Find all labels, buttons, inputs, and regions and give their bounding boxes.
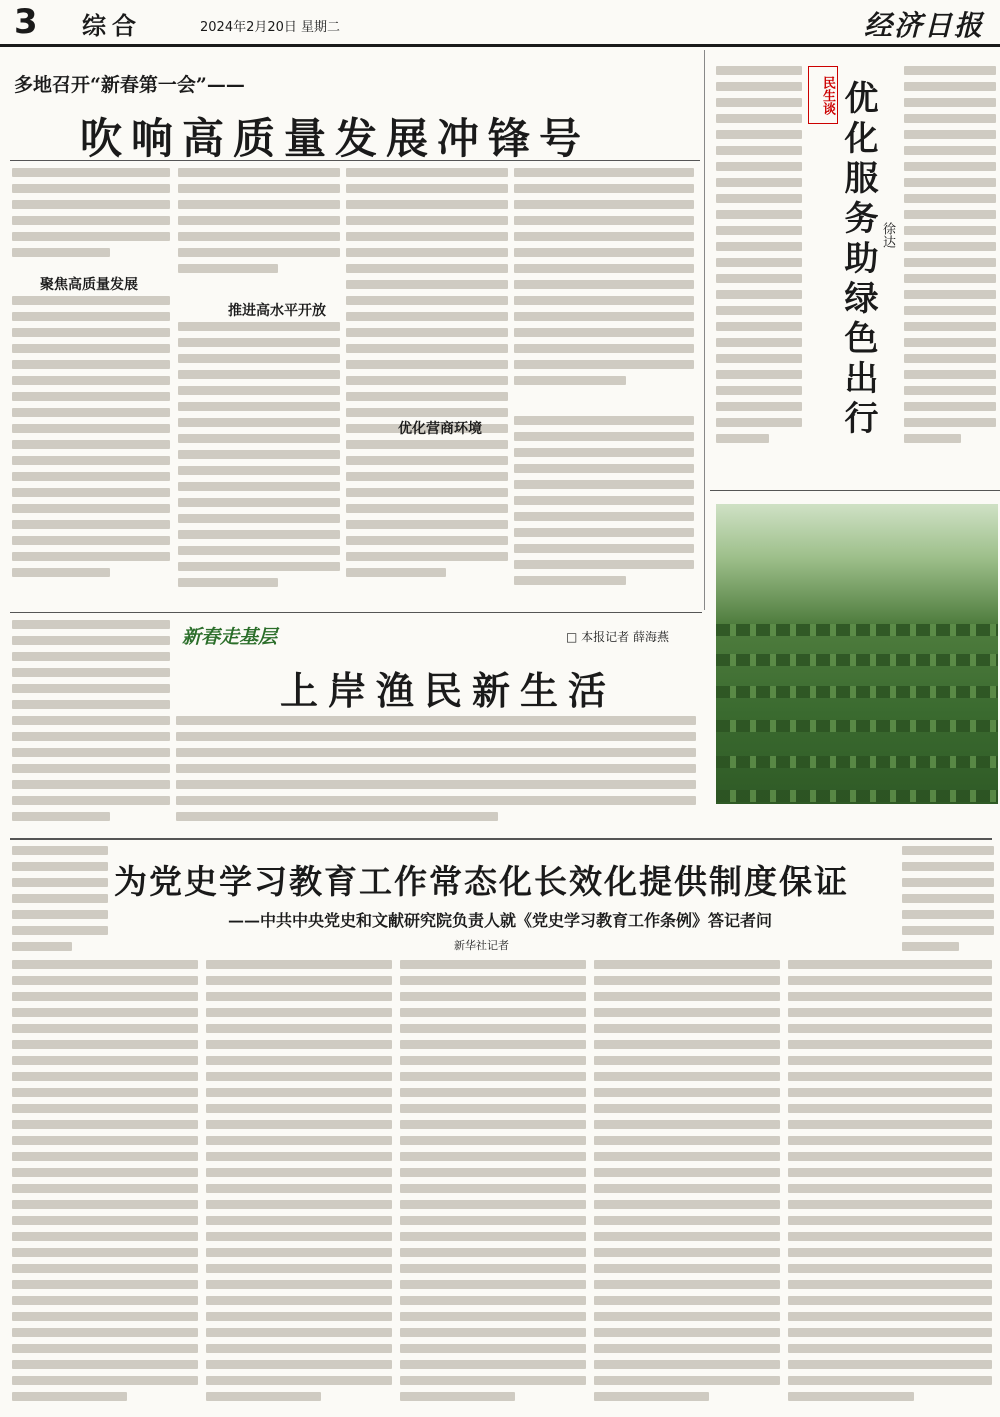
commentary-divider xyxy=(710,490,1000,491)
interview-subtitle: ——中共中央党史和文献研究院负责人就《党史学习教育工作条例》答记者问 xyxy=(228,911,773,930)
feature-column-1-text xyxy=(12,620,170,828)
interview-column-5-text xyxy=(788,960,992,1410)
paper-logo: 经济日报 xyxy=(863,9,984,42)
interview-lead-column xyxy=(12,846,108,954)
subhead-focus: 聚焦高质量发展 xyxy=(40,277,138,293)
lead-column-4 xyxy=(514,168,694,408)
lead-column-2 xyxy=(178,168,340,288)
interview-divider-top xyxy=(10,838,992,840)
interview-column-4-text xyxy=(594,960,780,1410)
lead-column-2b-text xyxy=(178,322,340,598)
interview-column-1 xyxy=(12,960,198,1410)
section-divider-vertical xyxy=(704,50,705,610)
lead-column-2b xyxy=(178,322,340,598)
subhead-opening: 推进高水平开放 xyxy=(228,303,326,319)
page-number: 3 xyxy=(14,2,38,42)
commentary-title: 优化服务助绿色出行 xyxy=(838,80,878,440)
tea-row xyxy=(716,756,998,768)
commentary-author: 徐达 xyxy=(880,222,895,248)
lead-column-1b-text xyxy=(12,296,170,596)
commentary-column-2-text xyxy=(904,66,996,466)
interview-lead-column-text xyxy=(12,846,108,954)
interview-column-4 xyxy=(594,960,780,1410)
lead-headline: 吹响高质量发展冲锋号 xyxy=(80,114,591,163)
interview-column-1-text xyxy=(12,960,198,1410)
interview-column-3 xyxy=(400,960,586,1410)
subhead-business-environment: 优化营商环境 xyxy=(398,421,482,437)
interview-column-3-text xyxy=(400,960,586,1410)
feature-column-label: 新春走基层 xyxy=(182,626,278,648)
issue-date: 2024年2月20日 星期二 xyxy=(200,20,341,35)
lead-column-4-text xyxy=(514,168,694,408)
tea-row xyxy=(716,790,998,802)
lead-column-4b-text xyxy=(514,416,694,596)
tea-row xyxy=(716,686,998,698)
commentary-column-1 xyxy=(716,66,802,466)
feature-byline: □ 本报记者 薛海燕 xyxy=(566,630,669,644)
feature-columns-rest-text xyxy=(176,716,696,828)
tea-row xyxy=(716,720,998,732)
tea-row xyxy=(716,624,998,636)
commentary-column-2 xyxy=(904,66,996,466)
feature-column-1 xyxy=(12,620,170,828)
masthead xyxy=(0,0,1000,47)
lead-kicker: 多地召开“新春第一会”—— xyxy=(14,74,245,96)
commentary-column-label: 民生谈 xyxy=(808,66,838,124)
lead-divider xyxy=(10,160,700,161)
lead-column-3 xyxy=(346,168,508,596)
lead-column-2-text xyxy=(178,168,340,288)
tea-garden-photo xyxy=(716,504,998,804)
lead-column-4b xyxy=(514,416,694,596)
interview-headline: 为党史学习教育工作常态化长效化提供制度保证 xyxy=(114,862,849,901)
commentary-column-1-text xyxy=(716,66,802,466)
interview-right-column xyxy=(902,846,994,954)
interview-column-2-text xyxy=(206,960,392,1410)
section-name: 综合 xyxy=(82,11,142,40)
lead-column-1b xyxy=(12,296,170,596)
feature-columns-rest xyxy=(176,716,696,828)
feature-headline: 上岸渔民新生活 xyxy=(280,669,617,713)
tea-row xyxy=(716,654,998,666)
feature-divider-top xyxy=(10,612,702,613)
lead-column-3-text xyxy=(346,168,508,596)
interview-right-column-text xyxy=(902,846,994,954)
interview-byline: 新华社记者 xyxy=(454,939,509,952)
interview-column-5 xyxy=(788,960,992,1410)
interview-column-2 xyxy=(206,960,392,1410)
